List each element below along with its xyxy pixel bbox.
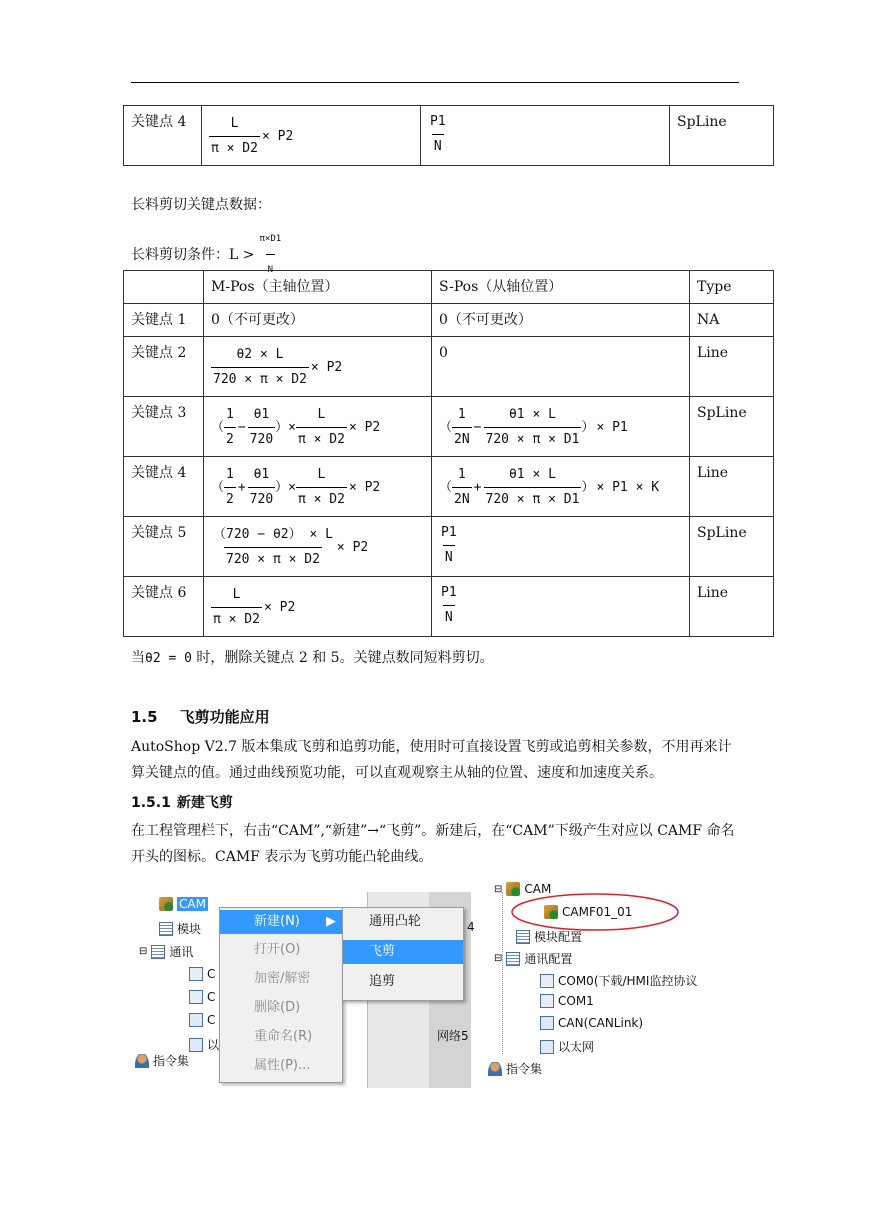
subsection-heading: 1.5.1 新建飞剪: [131, 795, 233, 811]
instruction-set-icon: [488, 1062, 502, 1076]
type-cell: Line: [690, 577, 774, 637]
header-rule: [131, 82, 739, 83]
section-heading: 1.5 飞剪功能应用: [131, 708, 270, 726]
m-pos-cell: $\frac{\theta 2 \times L}{720 \times \pi \times D2}$ × P2: [204, 337, 432, 397]
menu-item-properties[interactable]: 属性(P)...: [254, 1058, 311, 1073]
menu-item-new[interactable]: 新建(N) ▶: [220, 910, 342, 934]
network-icon: [189, 1038, 203, 1052]
table-row: [124, 577, 774, 637]
tree-item-can[interactable]: C: [189, 1013, 215, 1027]
row-label: 关键点 4: [124, 457, 204, 517]
tree-item-module[interactable]: 模块: [159, 920, 201, 937]
type-cell: SpLine: [670, 106, 774, 166]
type-cell: Line: [690, 457, 774, 517]
header-cell: M-Pos（主轴位置）: [204, 271, 432, 304]
document-icon: [516, 930, 530, 944]
type-cell: Line: [690, 337, 774, 397]
m-pos-cell: $\frac{(720 - \theta 2) \times L}{720 \times \pi \times D2}$ × P2: [204, 517, 432, 577]
m-pos-cell: $\frac{L}{\pi \times D2}$ × P2: [204, 577, 432, 637]
header-cell: [124, 271, 204, 304]
cam-icon: [544, 905, 558, 919]
note-paragraph: 当θ2 = 0 时，删除关键点 2 和 5。关键点数同短料剪切。: [131, 650, 494, 666]
table-row: [124, 457, 774, 517]
submenu-item-general-cam[interactable]: 通用凸轮: [369, 914, 422, 929]
s-pos-cell: [421, 106, 670, 166]
s-pos-cell: $\frac{P1}{N}$: [432, 577, 690, 637]
type-cell: SpLine: [690, 397, 774, 457]
serial-port-icon: [540, 994, 554, 1008]
context-menu: [219, 907, 343, 1083]
menu-item-delete[interactable]: 删除(D): [254, 1000, 301, 1015]
cam-icon: [159, 897, 173, 911]
s-pos-cell: 0: [432, 337, 690, 397]
m-pos-cell: $\frac{L}{\pi \times D2}$ × P2: [202, 106, 421, 166]
header-cell: Type: [690, 271, 774, 304]
s-pos-cell: 0（不可更改）: [432, 304, 690, 337]
tree-item-can[interactable]: CAN(CANLink): [540, 1016, 643, 1030]
submenu-item-chase-shear[interactable]: 追剪: [369, 974, 396, 989]
tree-item-com1[interactable]: COM1: [540, 994, 594, 1008]
m-pos-fraction: $\frac{L}{\pi \times D2}$: [209, 114, 260, 159]
s-pos-fraction: $\frac{P1}{N}$: [428, 112, 448, 157]
submenu: [342, 907, 464, 1001]
m-pos-cell: 0（不可更改）: [204, 304, 432, 337]
submenu-arrow-icon: ▶: [326, 914, 336, 929]
tree-item-ethernet[interactable]: 以: [189, 1036, 219, 1053]
serial-port-icon: [540, 974, 554, 988]
tree-item-instructions[interactable]: 指令集: [488, 1060, 542, 1077]
tree-item-camf01[interactable]: CAMF01_01: [544, 905, 632, 919]
context-menu-screenshot: [131, 880, 475, 1088]
s-pos-cell: （ $\frac{1}{2N}$ + $\frac{\theta 1 \times L}{720 \times \pi \times D1}$ ） × P1 × K: [432, 457, 690, 517]
serial-port-icon: [189, 990, 203, 1004]
type-cell: SpLine: [690, 517, 774, 577]
tree-item-instructions[interactable]: 指令集: [135, 1052, 189, 1069]
document-icon: [506, 952, 520, 966]
network-icon: [540, 1040, 554, 1054]
row-label: 关键点 4: [124, 106, 202, 166]
row-label: 关键点 2: [124, 337, 204, 397]
s-pos-cell: （ $\frac{1}{2N}$ − $\frac{\theta 1 \times L}{720 \times \pi \times D1}$ ） × P1: [432, 397, 690, 457]
tree-item-com1[interactable]: C: [189, 990, 215, 1004]
tree-item-comm-config[interactable]: ⊟ 通讯配置: [494, 952, 573, 966]
type-cell: NA: [690, 304, 774, 337]
table-row: [124, 304, 774, 337]
tree-item-com0[interactable]: COM0(下载/HMI监控协议: [540, 972, 697, 989]
long-cut-condition-fraction: $\frac{\pi\times D1}{N}$: [257, 226, 283, 283]
tree-item-cam[interactable]: ⊟ CAM: [494, 882, 552, 896]
network-icon: [540, 1016, 554, 1030]
edge-text: 4: [467, 920, 475, 934]
table-row: [124, 397, 774, 457]
menu-item-encrypt[interactable]: 加密/解密: [254, 971, 311, 986]
subsection-paragraph: 在工程管理栏下，右击“CAM”,“新建”→“飞剪”。新建后，在“CAM”下级产生对应以 CAMF 命名开头的图标。CAMF 表示为飞剪功能凸轮曲线。: [131, 823, 735, 865]
document-icon: [159, 922, 173, 936]
s-pos-cell: $\frac{P1}{N}$: [432, 517, 690, 577]
menu-item-open[interactable]: 打开(O): [254, 942, 301, 957]
long-cut-title: 长料剪切关键点数据：: [131, 197, 271, 213]
table-header-row: [124, 271, 774, 304]
serial-port-icon: [189, 967, 203, 981]
m-pos-cell: （ $\frac{1}{2}$ + $\frac{\theta 1}{720}$ ）× $\frac{L}{\pi \times D2}$ × P2: [204, 457, 432, 517]
tree-item-cam[interactable]: CAM: [159, 897, 208, 911]
network-icon: [189, 1013, 203, 1027]
tree-item-comm[interactable]: ⊟ 通讯: [139, 945, 194, 959]
short-cut-table-tail: [123, 105, 774, 166]
submenu-item-flying-shear[interactable]: 飞剪: [343, 940, 463, 964]
row-label: 关键点 6: [124, 577, 204, 637]
row-label: 关键点 5: [124, 517, 204, 577]
header-cell: S-Pos（从轴位置）: [432, 271, 690, 304]
m-pos-cell: （ $\frac{1}{2}$ − $\frac{\theta 1}{720}$ ）× $\frac{L}{\pi \times D2}$ × P2: [204, 397, 432, 457]
project-tree-screenshot: [488, 878, 738, 1088]
tree-item-ethernet[interactable]: 以太网: [540, 1038, 594, 1055]
tree-item-module-config[interactable]: 模块配置: [516, 928, 582, 945]
long-cut-condition: 长料剪切条件：L > $\frac{\pi\times D1}{N}$: [131, 226, 283, 283]
menu-item-rename[interactable]: 重命名(R): [254, 1029, 313, 1044]
table-row: [124, 337, 774, 397]
tree-item-com0[interactable]: C: [189, 967, 215, 981]
row-label: 关键点 1: [124, 304, 204, 337]
edge-text: 网络5: [437, 1029, 469, 1043]
row-label: 关键点 3: [124, 397, 204, 457]
instruction-set-icon: [135, 1054, 149, 1068]
document-icon: [151, 945, 165, 959]
table-row: [124, 517, 774, 577]
section-paragraph: AutoShop V2.7 版本集成飞剪和追剪功能，使用时可直接设置飞剪或追剪相关参数，不用再来计算关键点的值。通过曲线预览功能，可以直观观察主从轴的位置、速度和加速度关系。: [131, 739, 732, 781]
long-cut-table: [123, 270, 774, 637]
